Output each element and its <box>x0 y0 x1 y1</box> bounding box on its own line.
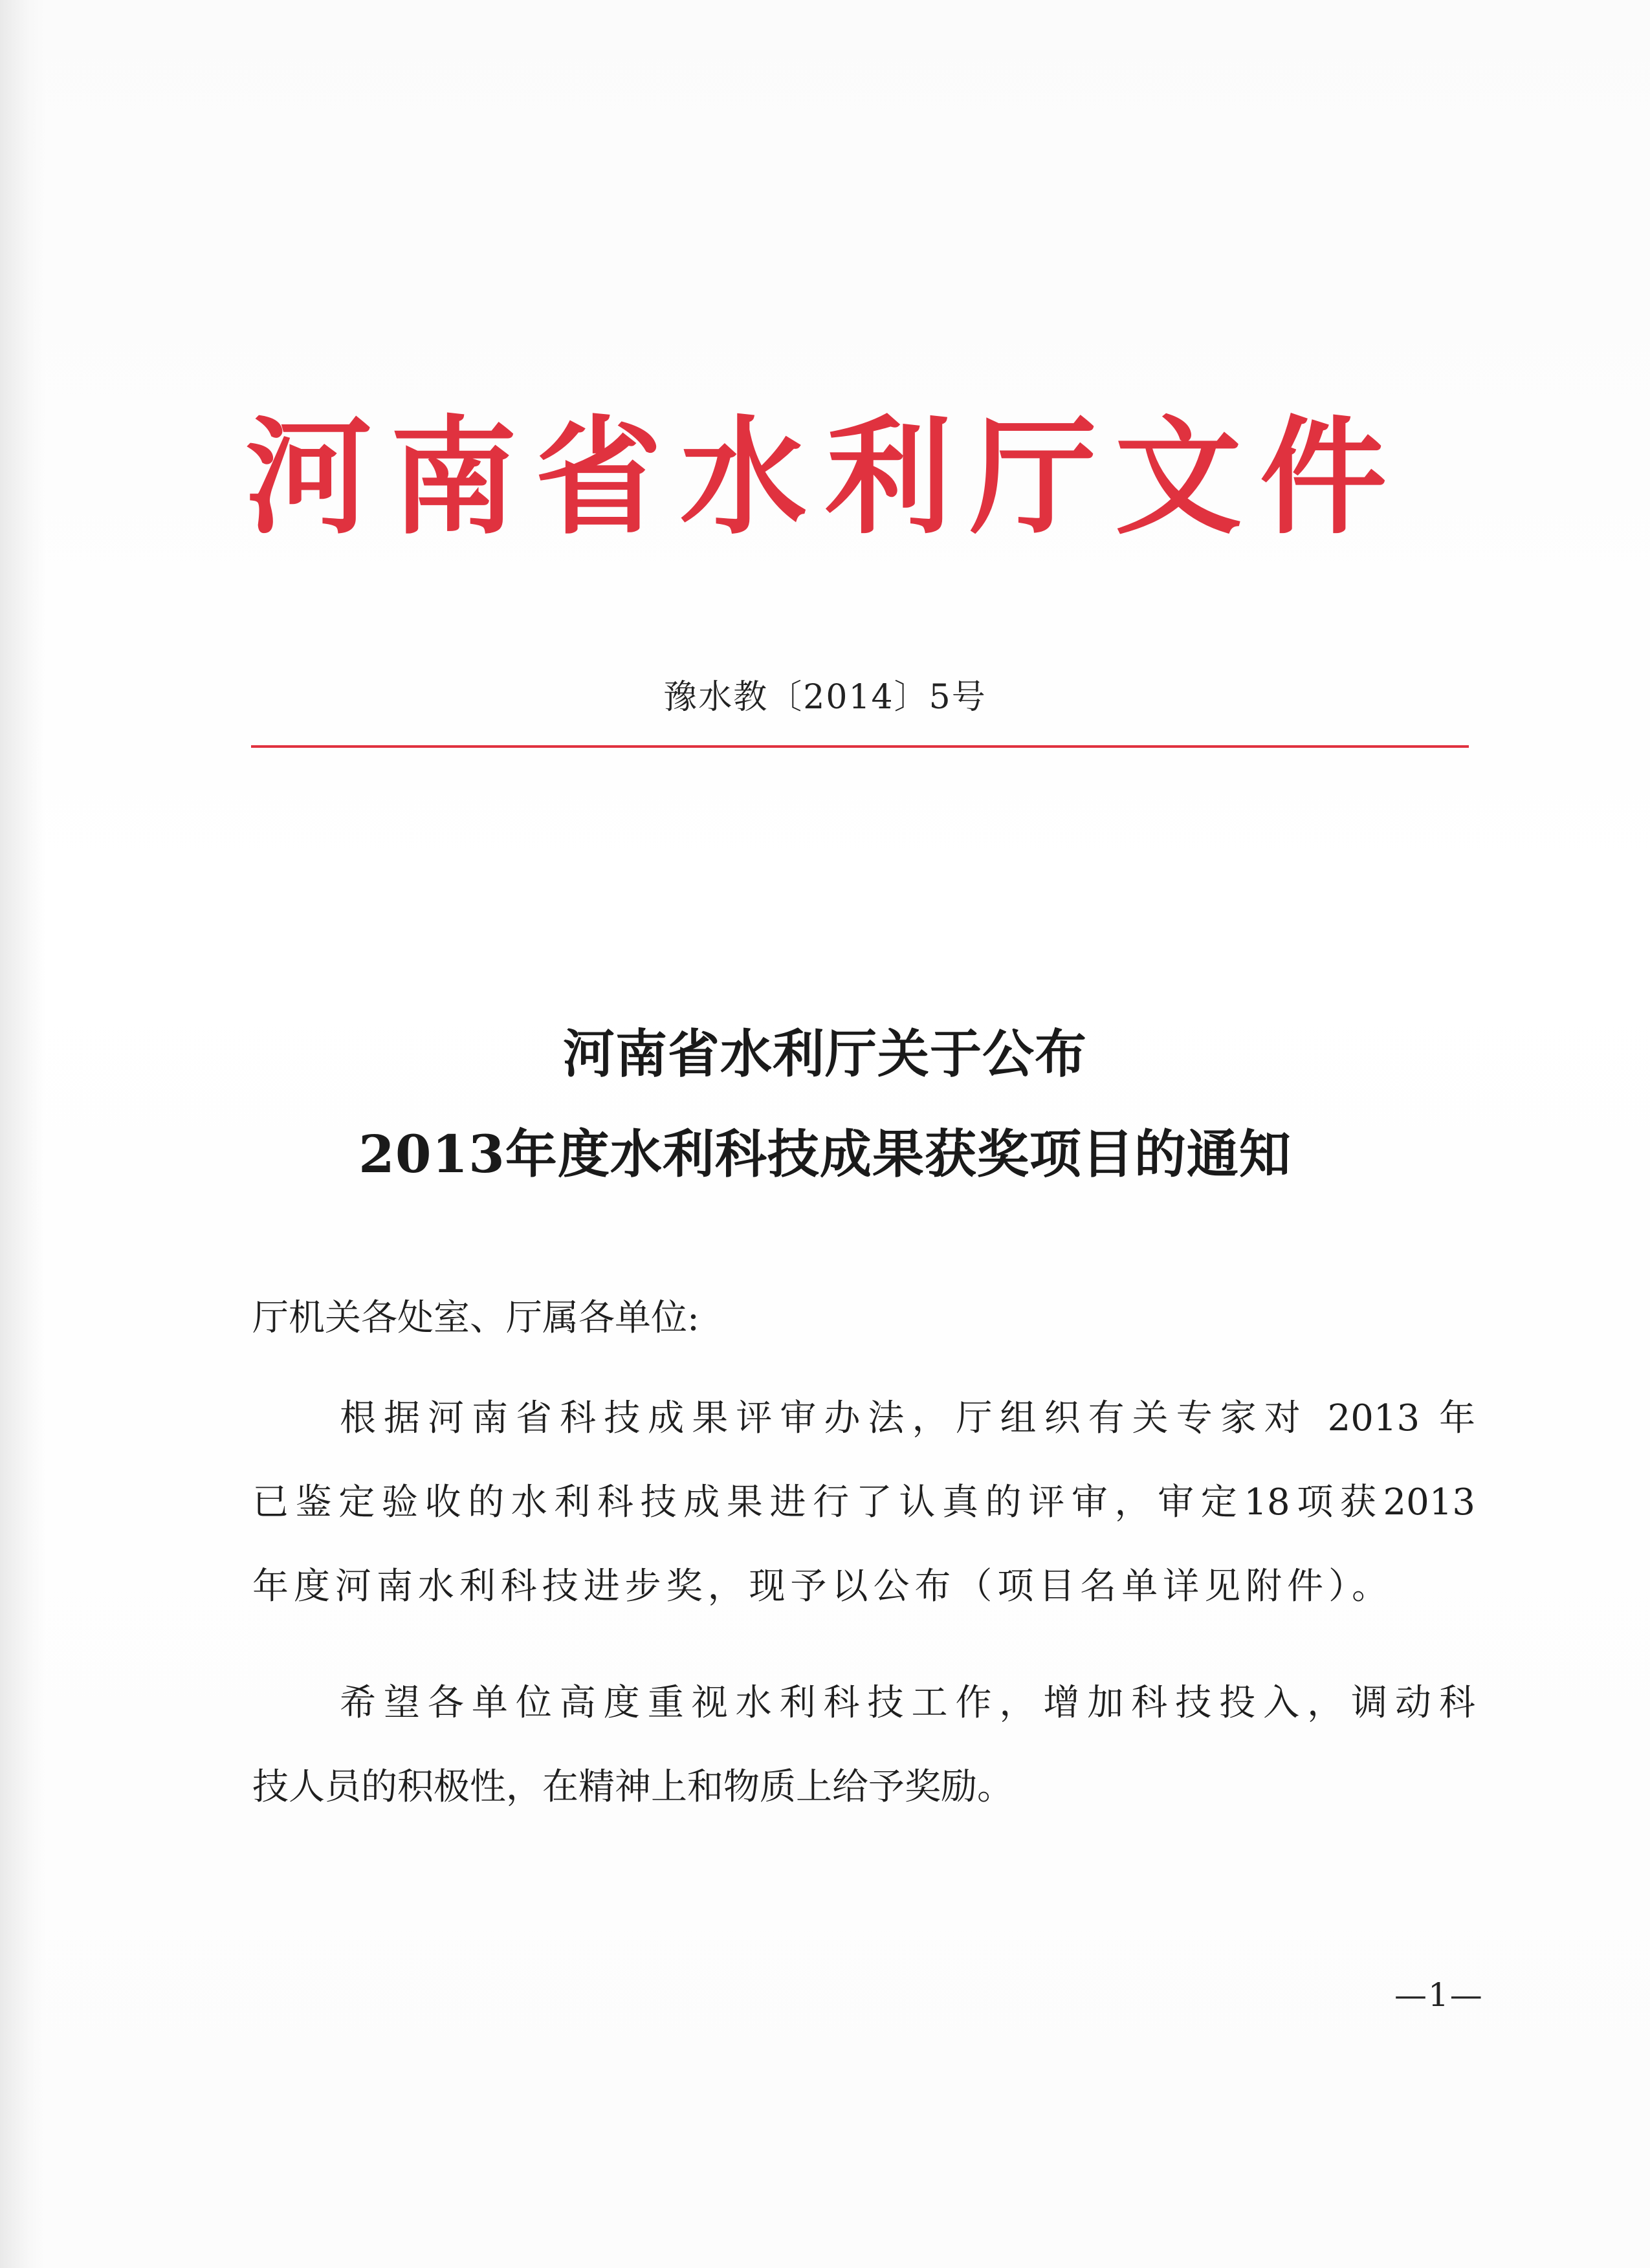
red-divider-line <box>251 745 1469 748</box>
body-line-1: 根据河南省科技成果评审办法，厅组织有关专家对 2013 年 <box>340 1397 1475 1439</box>
body-line-2: 已鉴定验收的水利科技成果进行了认真的评审，审定18项获2013 <box>252 1481 1475 1523</box>
body-line-5: 技人员的积极性，在精神上和物质上给予奖励。 <box>252 1766 1013 1808</box>
notice-title-line-2: 2013年度水利科技成果获奖项目的通知 <box>358 1124 1292 1184</box>
page-number: —1— <box>1394 1976 1484 2014</box>
body-line-4: 希望各单位高度重视水利科技工作，增加科技投入，调动科 <box>340 1682 1475 1724</box>
body-line-3: 年度河南水利科技进步奖，现予以公布（项目名单详见附件）。 <box>252 1565 1388 1608</box>
notice-title-line-1: 河南省水利厅关于公布 <box>563 1023 1087 1084</box>
issuer-header-title: 河南省水利厅文件 <box>245 403 1405 552</box>
document-number: 豫水教〔2014〕5号 <box>663 678 987 717</box>
salutation: 厅机关各处室、厅属各单位: <box>252 1297 699 1339</box>
